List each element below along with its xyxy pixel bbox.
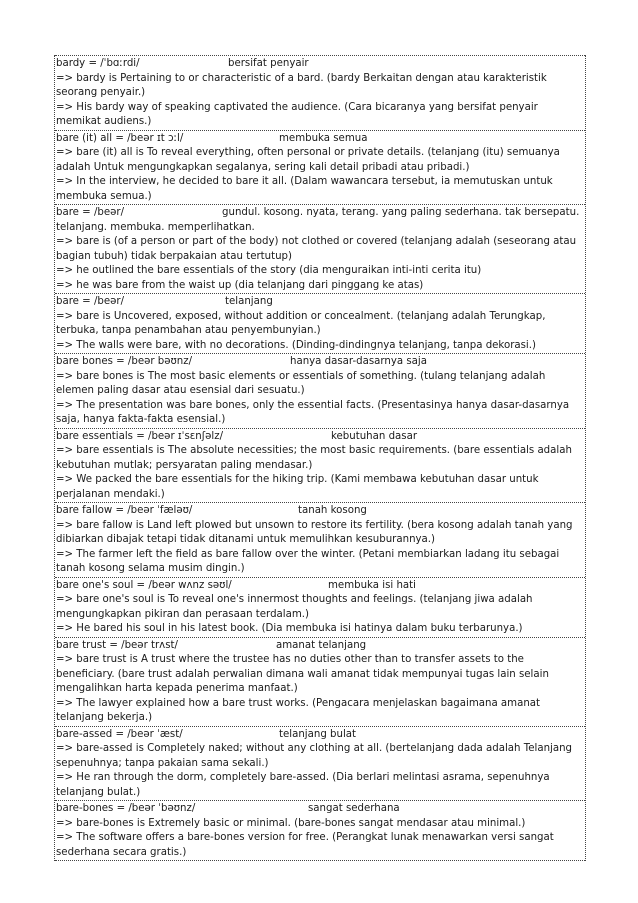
entry-head	[55, 57, 585, 72]
entry-bare-1	[55, 204, 585, 293]
entry-bardy	[55, 55, 585, 130]
entry-example: => We packed the bare essentials for the hiking trip. (Kami membawa kebutuhan dasar untuk perjalanan mendaki.)	[56, 474, 539, 500]
entry-definition: => bare (it) all is To reveal everything, often personal or private details. (telanjang (itu) semuanya adalah Untuk mengungkapkan segalanya, sering kali detail pribadi atau pribadi.)	[56, 147, 560, 173]
entry-definition: => bare is Uncovered, exposed, without addition or concealment. (telanjang adalah Terungkap, terbuka, tanpa penambahan atau penyembunyian.)	[56, 310, 546, 336]
entry-bare-trust	[55, 637, 585, 726]
entry-example: => He bared his soul in his latest book. (Dia membuka isi hatinya dalam buku terbarunya.)	[56, 623, 523, 634]
entry-head	[55, 430, 585, 445]
entry-definition: => bare is (of a person or part of the body) not clothed or covered (telanjang adalah (seseorang atau bagian tubuh) tidak berpakaian atau tertutup)	[56, 236, 577, 262]
entry-bare-essentials	[55, 428, 585, 503]
entry-term: bare one's soul = /beər wʌnz səʊl/	[56, 579, 232, 591]
entry-head	[55, 206, 585, 235]
entry-example: => The farmer left the field as bare fallow over the winter. (Petani membiarkan ladang itu sebagai tanah kosong selama musim dingin.)	[56, 548, 560, 574]
entry-meaning: hanya dasar-dasarnya saja	[290, 356, 427, 367]
entry-head	[55, 728, 585, 743]
entry-bare-ones-soul	[55, 577, 585, 637]
entry-head	[55, 504, 585, 519]
entry-term: bare (it) all = /beər ɪt ɔːl/	[56, 132, 184, 144]
entry-head	[55, 802, 585, 817]
entry-example: => he was bare from the waist up (dia telanjang dari pinggang ke atas)	[56, 279, 424, 291]
entry-example: => The walls were bare, with no decorations. (Dinding-dindingnya telanjang, tanpa dekorasi.)	[56, 339, 536, 351]
entry-definition: => bare fallow is Land left plowed but unsown to restore its fertility. (bera kosong adalah tanah yang dibiarkan dibajak tetapi tidak ditanami untuk memulihkan kesuburannya.)	[56, 519, 573, 545]
entry-definition: => bare essentials is The absolute necessities; the most basic requirements. (bare essentials adalah kebutuhan mutlak; persyaratan paling mendasar.)	[56, 445, 572, 471]
entry-definition: => bare bones is The most basic elements or essentials of something. (tulang telanjang adalah elemen paling dasar atau esensial dari sesuatu.)	[56, 370, 546, 396]
entry-definition: => bare-bones is Extremely basic or minimal. (bare-bones sangat mendasar atau minimal.)	[56, 817, 526, 829]
entry-example: => The software offers a bare-bones version for free. (Perangkat lunak menawarkan versi sangat sederhana secara gratis.)	[56, 832, 554, 858]
entry-definition: => bare-assed is Completely naked; without any clothing at all. (bertelanjang dada adalah Telanjang sepenuhnya; tanpa pakaian sama sekali.)	[56, 743, 573, 769]
entry-head	[55, 295, 585, 310]
entry-term: bare-assed = /beər ˈæst/	[56, 728, 183, 740]
entry-head	[55, 579, 585, 594]
entry-term: bare trust = /beər trʌst/	[56, 639, 178, 651]
entry-definition: => bare one's soul is To reveal one's innermost thoughts and feelings. (telanjang jiwa adalah mengungkapkan pikiran dan perasaan terdalam.)	[56, 594, 533, 620]
entry-meaning: tanah kosong	[298, 505, 367, 516]
entry-example: => In the interview, he decided to bare it all. (Dalam wawancara tersebut, ia memutuskan untuk membuka semua.)	[56, 176, 553, 202]
entry-meaning: membuka semua	[279, 132, 368, 144]
entry-term: bare bones = /beər bəʊnz/	[56, 356, 193, 367]
entry-definition: => bardy is Pertaining to or characteristic of a bard. (bardy Berkaitan dengan atau karakteristik seorang penyair.)	[56, 72, 547, 98]
entry-example: => He ran through the dorm, completely bare-assed. (Dia berlari melintasi asrama, sepenuhnya telanjang bulat.)	[56, 772, 550, 798]
entry-meaning: telanjang	[225, 296, 273, 307]
entry-meaning: bersifat penyair	[228, 58, 309, 69]
entry-meaning: kebutuhan dasar	[331, 430, 418, 442]
entry-term: bare = /beər/	[56, 207, 125, 218]
entry-meaning: amanat telanjang	[276, 639, 367, 651]
entry-bare-bones-adj	[55, 800, 585, 861]
entry-example: => he outlined the bare essentials of the story (dia menguraikan inti-inti cerita itu)	[56, 265, 482, 276]
entry-bare-fallow	[55, 502, 585, 577]
entry-example: => The presentation was bare bones, only the essential facts. (Presentasinya hanya dasar-dasarnya saja, hanya fakta-fakta esensial.)	[56, 399, 570, 425]
entry-definition: => bare trust is A trust where the trustee has no duties other than to transfer assets to the beneficiary. (bare trust adalah perwalian dimana wali amanat tidak mempunyai tugas lain selain mengalihkan harta kepada penerima manfaat.)	[56, 654, 549, 694]
entry-term: bare fallow = /beər ˈfæləʊ/	[56, 505, 193, 516]
entry-head	[55, 639, 585, 654]
entry-term: bare-bones = /beər ˈbəʊnz/	[56, 803, 196, 814]
entry-bare-assed	[55, 726, 585, 801]
entry-term: bardy = /ˈbɑːrdi/	[56, 58, 140, 69]
entry-meaning: gundul. kosong. nyata, terang. yang paling sederhana. tak bersepatu. telanjang. membuka. memperlihatkan.	[56, 207, 580, 233]
entry-head	[55, 355, 585, 370]
entry-bare-it-all	[55, 130, 585, 205]
entry-head	[55, 132, 585, 147]
entry-bare-2	[55, 293, 585, 353]
entry-bare-bones	[55, 353, 585, 428]
entry-example: => His bardy way of speaking captivated the audience. (Cara bicaranya yang bersifat penyair memikat audiens.)	[56, 101, 538, 127]
entry-meaning: telanjang bulat	[279, 728, 357, 740]
entry-example: => The lawyer explained how a bare trust works. (Pengacara menjelaskan bagaimana amanat telanjang bekerja.)	[56, 697, 541, 723]
dictionary-sheet	[54, 55, 586, 861]
entry-term: bare essentials = /beər ɪˈsɛnʃəlz/	[56, 430, 224, 442]
entry-term: bare = /beər/	[56, 296, 125, 307]
entry-meaning: membuka isi hati	[328, 579, 416, 591]
entry-meaning: sangat sederhana	[308, 803, 400, 814]
